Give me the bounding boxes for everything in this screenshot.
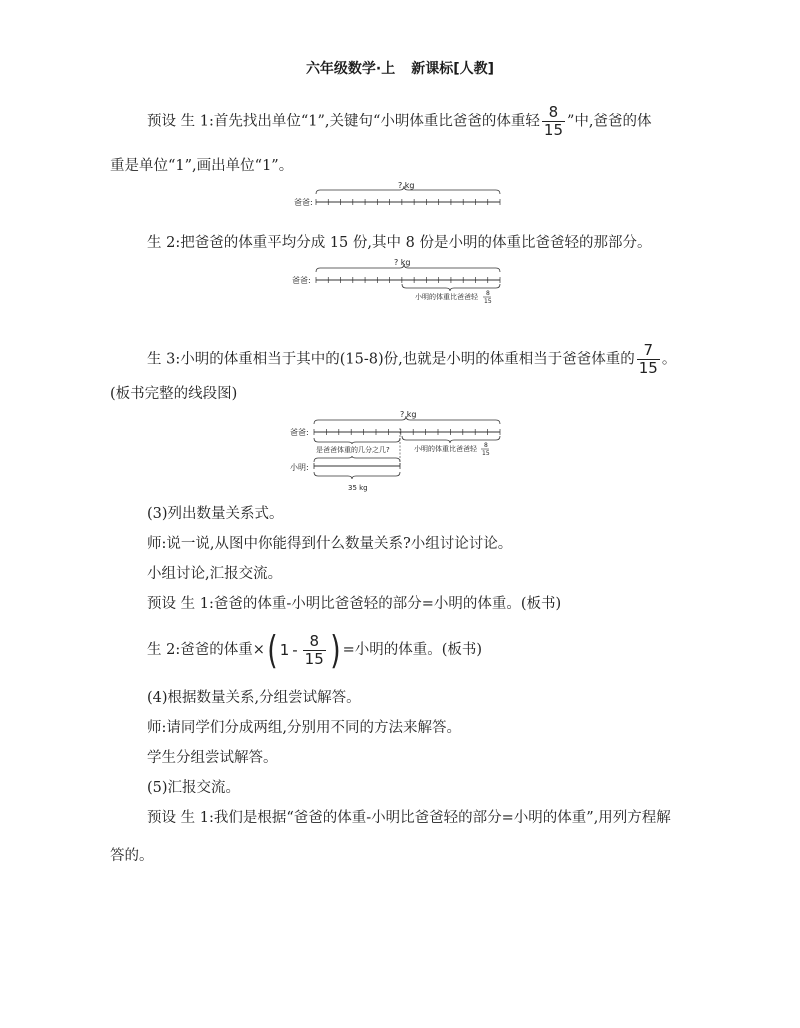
diagram-total-label: ? kg	[400, 410, 417, 419]
diagram-frac-den: 15	[484, 298, 492, 305]
diagram-row-label-son: 小明:	[290, 463, 309, 472]
brace-son-top	[314, 456, 400, 462]
step-4: (4)根据数量关系,分组尝试解答。	[147, 690, 361, 706]
paragraph-preset-1	[147, 104, 652, 139]
paragraph-text: 生 3:小明的体重相当于其中的(15-8)份,也就是小明的体重相当于爸爸体重的	[147, 351, 635, 368]
group-attempt: 学生分组尝试解答。	[147, 750, 278, 766]
paragraph-text: 预设 生 1:首先找出单位“1”,关键句“小明体重比爸爸的体重轻	[147, 113, 540, 130]
fraction-seven-fifteenths: $\frac{7}{15}$	[638, 341, 658, 377]
preset-relation-1: 预设 生 1:爸爸的体重-小明比爸爸轻的部分=小明的体重。(板书)	[147, 596, 562, 612]
diagram-total-label: ? kg	[398, 181, 415, 190]
diagram-brace-label: 小明的体重比爸爸轻	[414, 445, 477, 453]
header-edition: 新课标[人教]	[411, 61, 495, 77]
header-grade-subject: 六年级数学·上	[305, 61, 396, 77]
page-header	[0, 58, 800, 78]
formula-relation-2	[147, 626, 482, 674]
paragraph-text: 。	[661, 351, 677, 368]
diagram-frac-num: 8	[486, 290, 490, 297]
segment-diagram-3	[288, 408, 512, 494]
brace-question	[314, 438, 400, 444]
diagram-row-label: 爸爸:	[294, 198, 313, 207]
formula-suffix: =小明的体重。(板书)	[342, 642, 483, 658]
formula-one: 1	[279, 641, 290, 659]
formula-parenthetical	[280, 626, 328, 674]
paragraph-student-2: 生 2:把爸爸的体重平均分成 15 份,其中 8 份是小明的体重比爸爸轻的那部分。	[147, 235, 652, 251]
teacher-question-1: 师:说一说,从图中你能得到什么数量关系?小组讨论讨论。	[147, 536, 513, 552]
teacher-instruction-2: 师:请同学们分成两组,分别用不同的方法来解答。	[147, 720, 461, 736]
step-3: (3)列出数量关系式。	[147, 506, 284, 522]
fraction-eight-fifteenths: $\frac{8}{15}$	[304, 631, 324, 668]
right-parenthesis: )	[329, 628, 341, 672]
diagram-brace-label: 小明的体重比爸爸轻	[415, 293, 478, 301]
paragraph-text: ”中,爸爸的体	[567, 113, 652, 130]
paragraph-line: 重是单位“1”,画出单位“1”。	[110, 158, 294, 174]
diagram-row-label: 爸爸:	[292, 276, 311, 285]
formula-minus: -	[292, 641, 298, 659]
diagram-question-label: 是爸爸体重的几分之几?	[316, 446, 390, 454]
paragraph-student-3	[147, 342, 676, 377]
preset-equation-end: 答的。	[110, 848, 154, 864]
diagram-total-label: ? kg	[394, 258, 411, 267]
fraction-eight-fifteenths: $\frac{8}{15}$	[543, 103, 563, 139]
step-5: (5)汇报交流。	[147, 780, 241, 796]
left-parenthesis: (	[267, 628, 278, 672]
note-board: (板书完整的线段图)	[110, 386, 238, 402]
diagram-son-weight: 35 kg	[348, 484, 368, 492]
diagram-frac-den: 15	[482, 450, 490, 457]
segment-diagram-2	[290, 256, 510, 306]
segment-diagram-1	[290, 178, 510, 210]
diagram-row-label-father: 爸爸:	[290, 428, 309, 437]
group-discussion: 小组讨论,汇报交流。	[147, 566, 283, 582]
formula-prefix: 生 2:爸爸的体重×	[147, 642, 265, 658]
brace-son-bottom	[314, 472, 400, 479]
preset-equation-line: 预设 生 1:我们是根据“爸爸的体重-小明比爸爸轻的部分=小明的体重”,用列方程解	[147, 810, 671, 826]
diagram-frac-num: 8	[484, 442, 488, 449]
